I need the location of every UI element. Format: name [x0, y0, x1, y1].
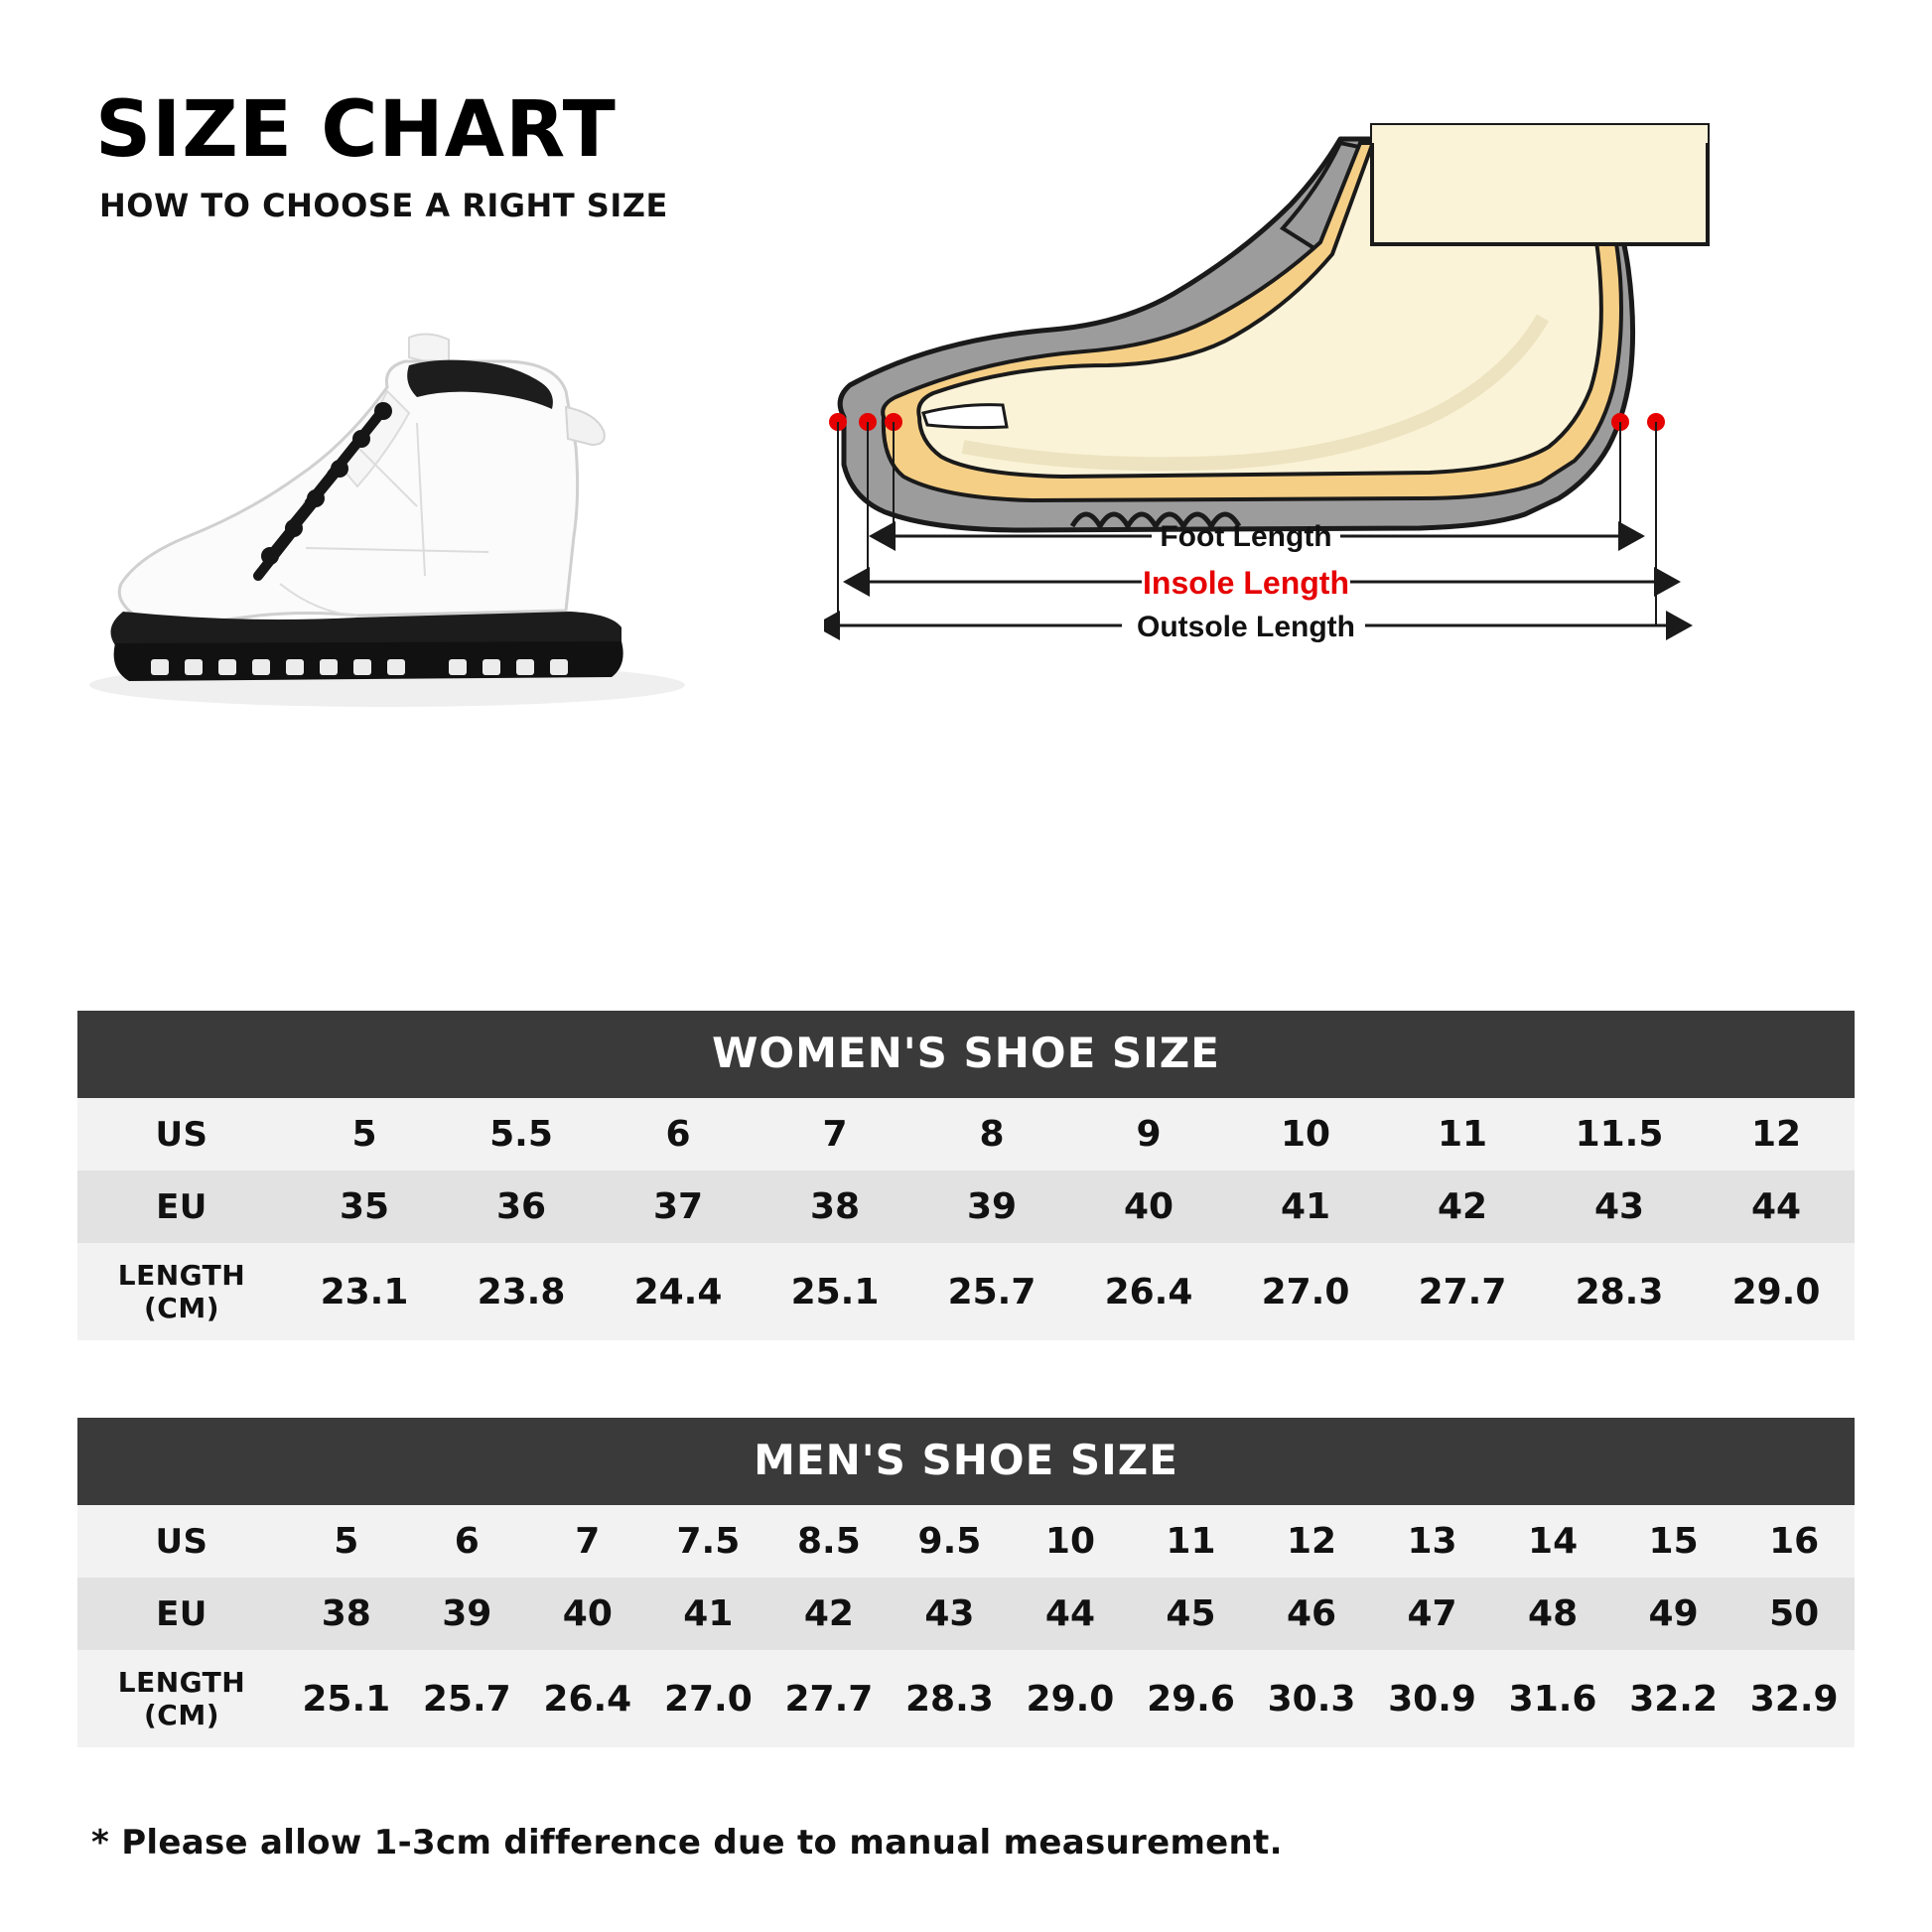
row-label-length: LENGTH (CM) [77, 1650, 286, 1747]
footnote: * Please allow 1-3cm difference due to manual measurement. [91, 1823, 1283, 1863]
row-label-eu: EU [77, 1171, 286, 1243]
row-label-length: LENGTH (CM) [77, 1243, 286, 1340]
cell: 29.0 [1698, 1243, 1855, 1340]
cell: 27.0 [648, 1650, 769, 1747]
cell: 13 [1372, 1505, 1493, 1578]
cell: 7.5 [648, 1505, 769, 1578]
cell: 47 [1372, 1578, 1493, 1650]
insole-length-label: Insole Length [1143, 565, 1349, 601]
cell: 5 [286, 1505, 407, 1578]
cell: 42 [768, 1578, 890, 1650]
cell: 35 [286, 1171, 443, 1243]
cell: 41 [648, 1578, 769, 1650]
cell: 24.4 [600, 1243, 757, 1340]
cell: 9 [1070, 1098, 1227, 1171]
cell: 11.5 [1541, 1098, 1698, 1171]
cell: 12 [1698, 1098, 1855, 1171]
cell: 26.4 [527, 1650, 648, 1747]
page-title: SIZE CHART [95, 85, 617, 175]
cell: 5.5 [443, 1098, 600, 1171]
cell: 32.9 [1733, 1650, 1855, 1747]
cell: 40 [527, 1578, 648, 1650]
cell: 6 [600, 1098, 757, 1171]
womens-table-title: WOMEN'S SHOE SIZE [77, 1011, 1855, 1098]
cell: 12 [1251, 1505, 1372, 1578]
cell: 48 [1492, 1578, 1613, 1650]
header [95, 85, 850, 224]
cell: 30.9 [1372, 1650, 1493, 1747]
cell: 36 [443, 1171, 600, 1243]
cell: 40 [1070, 1171, 1227, 1243]
cell: 38 [757, 1171, 913, 1243]
cell: 11 [1384, 1098, 1541, 1171]
cell: 10 [1010, 1505, 1131, 1578]
table-row [77, 1243, 1855, 1340]
cell: 9.5 [890, 1505, 1011, 1578]
cell: 11 [1131, 1505, 1252, 1578]
page-subtitle: HOW TO CHOOSE A RIGHT SIZE [99, 187, 668, 224]
cell: 42 [1384, 1171, 1541, 1243]
cell: 27.0 [1227, 1243, 1384, 1340]
boot-illustration [60, 328, 755, 725]
row-label-eu: EU [77, 1578, 286, 1650]
cell: 28.3 [1541, 1243, 1698, 1340]
cell: 25.1 [286, 1650, 407, 1747]
mens-table-title: MEN'S SHOE SIZE [77, 1418, 1855, 1505]
row-label-us: US [77, 1505, 286, 1578]
cell: 8 [913, 1098, 1070, 1171]
cell: 49 [1613, 1578, 1734, 1650]
cell: 7 [527, 1505, 648, 1578]
row-label-us: US [77, 1098, 286, 1171]
foot-length-label: Foot Length [1160, 520, 1332, 553]
cell: 39 [407, 1578, 528, 1650]
cell: 41 [1227, 1171, 1384, 1243]
cell: 28.3 [890, 1650, 1011, 1747]
cell: 6 [407, 1505, 528, 1578]
cell: 16 [1733, 1505, 1855, 1578]
table-row [77, 1650, 1855, 1747]
cell: 43 [1541, 1171, 1698, 1243]
cell: 29.0 [1010, 1650, 1131, 1747]
cell: 10 [1227, 1098, 1384, 1171]
cell: 37 [600, 1171, 757, 1243]
cell: 39 [913, 1171, 1070, 1243]
cell: 44 [1010, 1578, 1131, 1650]
cell: 38 [286, 1578, 407, 1650]
cell: 30.3 [1251, 1650, 1372, 1747]
table-row [77, 1578, 1855, 1650]
cell: 32.2 [1613, 1650, 1734, 1747]
cell: 27.7 [768, 1650, 890, 1747]
cell: 44 [1698, 1171, 1855, 1243]
mens-size-table [77, 1418, 1855, 1747]
table-row [77, 1171, 1855, 1243]
cell: 25.7 [407, 1650, 528, 1747]
womens-table [77, 1098, 1855, 1340]
cell: 8.5 [768, 1505, 890, 1578]
womens-size-table [77, 1011, 1855, 1340]
cell: 25.1 [757, 1243, 913, 1340]
cell: 23.8 [443, 1243, 600, 1340]
cell: 7 [757, 1098, 913, 1171]
table-row [77, 1505, 1855, 1578]
measurement-diagram [824, 119, 1876, 715]
table-row [77, 1098, 1855, 1171]
cell: 14 [1492, 1505, 1613, 1578]
cell: 50 [1733, 1578, 1855, 1650]
cell: 43 [890, 1578, 1011, 1650]
cell: 26.4 [1070, 1243, 1227, 1340]
cell: 29.6 [1131, 1650, 1252, 1747]
cell: 45 [1131, 1578, 1252, 1650]
cell: 23.1 [286, 1243, 443, 1340]
cell: 46 [1251, 1578, 1372, 1650]
cell: 15 [1613, 1505, 1734, 1578]
cell: 27.7 [1384, 1243, 1541, 1340]
outsole-length-label: Outsole Length [1137, 611, 1355, 643]
mens-table [77, 1505, 1855, 1747]
cell: 31.6 [1492, 1650, 1613, 1747]
cell: 25.7 [913, 1243, 1070, 1340]
cell: 5 [286, 1098, 443, 1171]
